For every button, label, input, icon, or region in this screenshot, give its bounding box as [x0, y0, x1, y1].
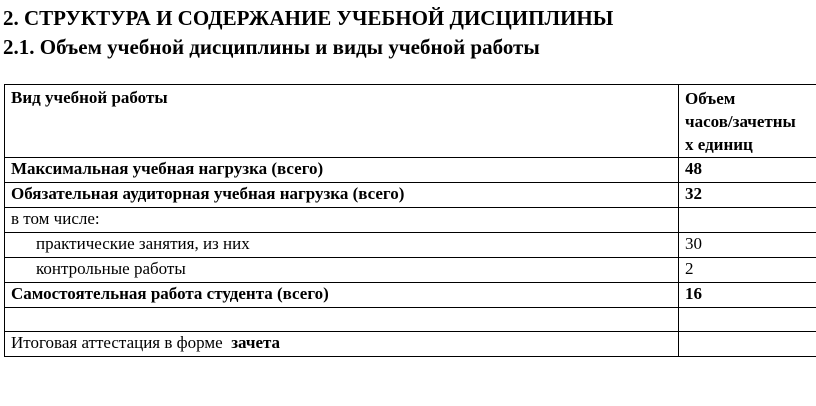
row-label: практические занятия, из них [5, 233, 679, 258]
row-label [5, 332, 679, 357]
table-row [5, 258, 816, 283]
header-hours-line: часов/зачетны [685, 112, 796, 131]
row-label: Максимальная учебная нагрузка (всего) [5, 158, 679, 183]
row-value: 48 [679, 158, 816, 183]
attestation-label: Итоговая аттестация в форме [11, 333, 223, 352]
header-hours-line: Объем [685, 89, 736, 108]
table-row [5, 208, 816, 233]
header-work-type: Вид учебной работы [5, 85, 679, 158]
work-volume-table [4, 84, 816, 357]
row-value: 30 [679, 233, 816, 258]
row-value: 16 [679, 283, 816, 308]
header-hours-line: х единиц [685, 135, 753, 154]
table-row [5, 158, 816, 183]
row-label: Обязательная аудиторная учебная нагрузка (всего) [5, 183, 679, 208]
subsection-title: 2.1. Объем учебной дисциплины и виды учебной работы [3, 35, 540, 59]
row-label: в том числе: [5, 208, 679, 233]
table-header-row [5, 85, 816, 158]
row-label: Самостоятельная работа студента (всего) [5, 283, 679, 308]
table-row [5, 183, 816, 208]
section-title: 2. СТРУКТУРА И СОДЕРЖАНИЕ УЧЕБНОЙ ДИСЦИПЛИНЫ [3, 6, 614, 30]
table-row [5, 233, 816, 258]
row-value: 32 [679, 183, 816, 208]
header-hours [679, 85, 816, 158]
row-value [679, 332, 816, 357]
table-row [5, 283, 816, 308]
row-value: 2 [679, 258, 816, 283]
row-label: контрольные работы [5, 258, 679, 283]
row-label [5, 308, 679, 332]
table-row [5, 332, 816, 357]
table-row [5, 308, 816, 332]
row-value [679, 208, 816, 233]
row-value [679, 308, 816, 332]
attestation-form: зачета [231, 333, 281, 352]
